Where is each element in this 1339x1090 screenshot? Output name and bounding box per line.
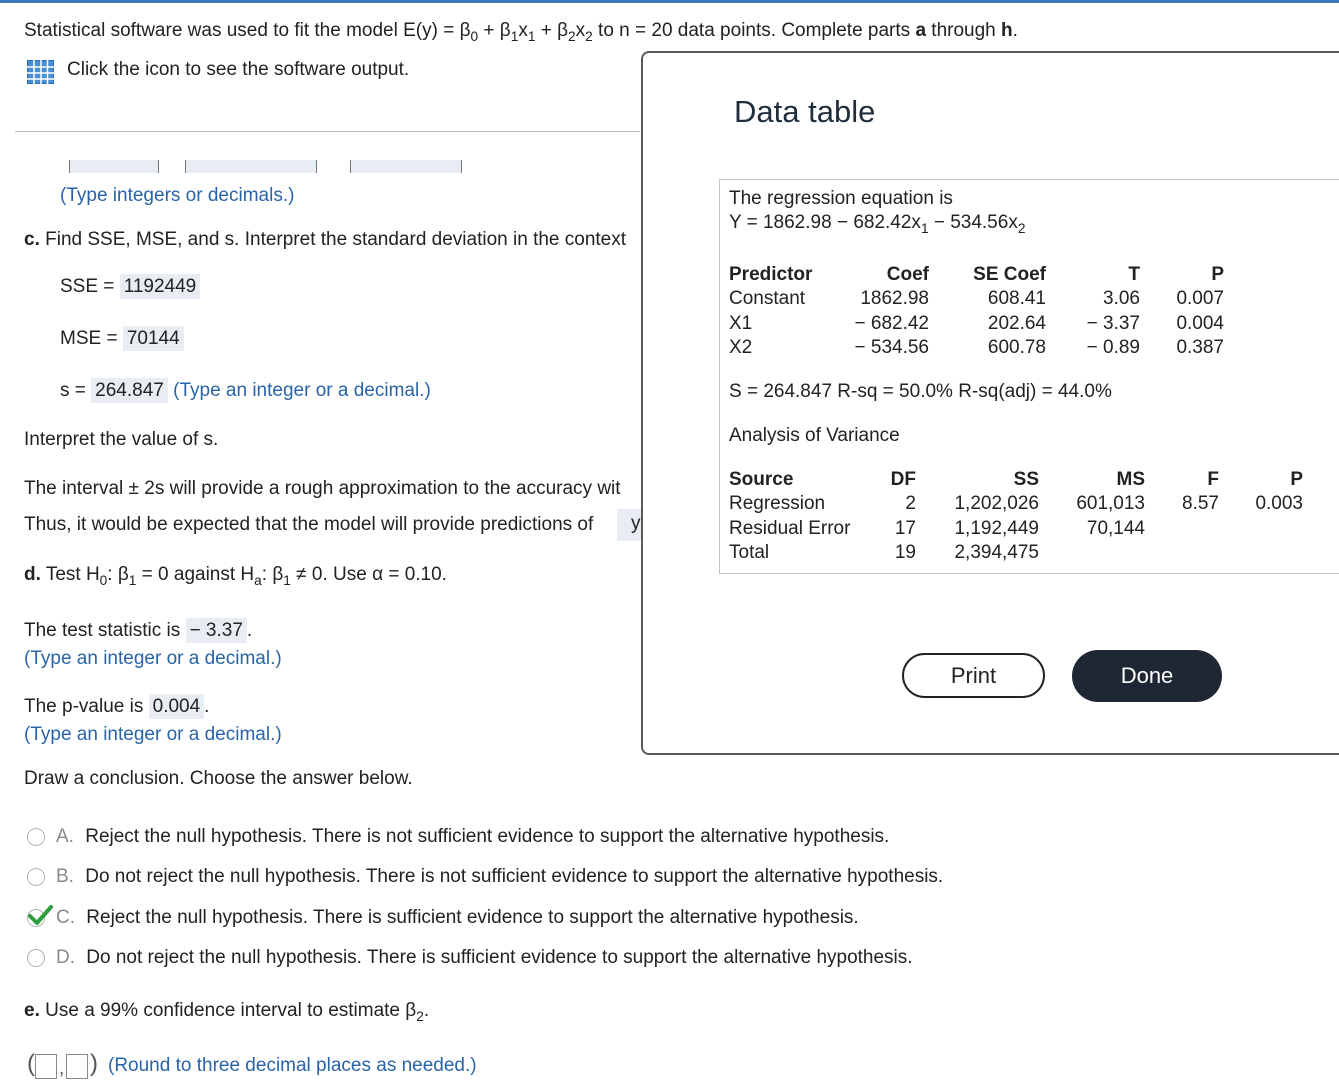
coef-cell: 202.64: [987, 313, 1046, 334]
equation-label: The regression equation is: [729, 188, 953, 209]
test-stat-hint: (Type an integer or a decimal.): [24, 648, 282, 669]
regression-equation: $Y = 1862.98 - 682.42x_1 - 534.56x_2$: [729, 212, 1026, 236]
divider: [15, 131, 640, 132]
option-d-radio[interactable]: [27, 949, 45, 967]
anova-title: Analysis of Variance: [729, 425, 900, 446]
ci-comma: ,: [59, 1058, 65, 1079]
modal-title: Data table: [734, 94, 876, 129]
coef-cell: − 682.42: [854, 313, 929, 334]
ci-close-paren: ): [90, 1050, 98, 1077]
ci-open-paren: (: [27, 1050, 35, 1077]
coef-cell: 0.387: [1176, 337, 1224, 358]
coef-cell: 608.41: [987, 288, 1046, 309]
option-c[interactable]: C. Reject the null hypothesis. There is sufficient evidence to support the alternative hypothesis.: [56, 907, 859, 928]
mse-row: MSE = 70144: [60, 328, 184, 350]
test-stat-row: The test statistic is − 3.37 .: [24, 620, 253, 641]
coef-header-t: T: [1128, 264, 1140, 285]
round-hint: (Round to three decimal places as needed.): [108, 1055, 477, 1076]
anova-header-ss: SS: [1013, 469, 1039, 490]
anova-cell: 2: [905, 493, 916, 514]
sse-row: SSE = 1192449: [60, 276, 200, 298]
option-a[interactable]: A. Reject the null hypothesis. There is not sufficient evidence to support the alternative hypothesis.: [56, 826, 890, 847]
anova-cell: Total: [729, 542, 770, 563]
thus-text: Thus, it would be expected that the model will provide predictions of: [24, 514, 594, 535]
coef-cell: 3.06: [1103, 288, 1140, 309]
model-summary: S = 264.847 R-sq = 50.0% R-sq(adj) = 44.0%: [729, 381, 1112, 402]
option-d[interactable]: D. Do not reject the null hypothesis. There is sufficient evidence to support the alternative hypothesis.: [56, 947, 913, 968]
coef-cell: 0.004: [1176, 313, 1224, 334]
option-b-radio[interactable]: [27, 868, 45, 886]
coef-header-predictor: Predictor: [729, 264, 813, 285]
interpret-prompt: Interpret the value of s.: [24, 429, 219, 450]
anova-header-p: P: [1290, 469, 1303, 490]
print-button[interactable]: Print: [902, 653, 1045, 698]
type-hint: (Type integers or decimals.): [60, 185, 295, 206]
regression-answer-clipped: [58, 160, 538, 178]
anova-cell: 0.003: [1255, 493, 1303, 514]
anova-cell: 70,144: [1086, 518, 1145, 539]
coef-header-p: P: [1211, 264, 1224, 285]
coef-cell: 600.78: [987, 337, 1046, 358]
anova-header-ms: MS: [1116, 469, 1145, 490]
option-a-radio[interactable]: [27, 828, 45, 846]
part-e-question: e. Use a 99% confidence interval to estimate $\beta_2$.: [24, 1000, 430, 1024]
coef-cell: X2: [729, 337, 753, 358]
ci-upper-input[interactable]: [66, 1054, 88, 1079]
interval-text: The interval ± 2s will provide a rough approximation to the accuracy wit: [24, 478, 621, 499]
top-accent-bar: [0, 0, 1339, 3]
coef-cell: Constant: [729, 288, 806, 309]
problem-statement: Statistical software was used to fit the model $E(y) = \beta_0 + \beta_1x_1 + \beta_2x_2$ to n = 20 data points. Complete parts a through h.: [24, 20, 1018, 44]
ci-lower-input[interactable]: [35, 1054, 57, 1079]
anova-cell: 2,394,475: [954, 542, 1039, 563]
sse-answer[interactable]: 1192449: [120, 274, 201, 299]
p-value-hint: (Type an integer or a decimal.): [24, 724, 282, 745]
coef-cell: − 534.56: [854, 337, 929, 358]
checkmark-icon: [27, 903, 53, 927]
part-c-question: c. Find SSE, MSE, and s. Interpret the standard deviation in the context: [24, 229, 627, 250]
part-d-question: d. Test $H_0$: $\beta_1 = 0$ against $H_a$: $\beta_1 \ne 0$. Use α = 0.10.: [24, 564, 447, 588]
s-row: s = 264.847 (Type an integer or a decimal.): [60, 380, 431, 401]
p-value-row: The p-value is 0.004 .: [24, 696, 210, 717]
coef-cell: − 3.37: [1086, 313, 1140, 334]
anova-cell: Residual Error: [729, 518, 851, 539]
coef-cell: 0.007: [1176, 288, 1224, 309]
anova-cell: 601,013: [1076, 493, 1145, 514]
s-answer[interactable]: 264.847: [91, 378, 168, 403]
coef-cell: 1862.98: [860, 288, 929, 309]
thus-answer-box[interactable]: y: [617, 509, 641, 541]
coef-cell: X1: [729, 313, 753, 334]
anova-header-f: F: [1207, 469, 1219, 490]
anova-header-df: DF: [890, 469, 916, 490]
conclusion-prompt: Draw a conclusion. Choose the answer below.: [24, 768, 413, 789]
software-output-link[interactable]: Click the icon to see the software output.: [67, 59, 410, 80]
mse-answer[interactable]: 70144: [123, 326, 184, 351]
software-output: [719, 179, 1339, 574]
anova-cell: 17: [894, 518, 916, 539]
s-hint: (Type an integer or a decimal.): [173, 380, 431, 401]
anova-header-source: Source: [729, 469, 794, 490]
anova-cell: 8.57: [1182, 493, 1219, 514]
anova-cell: 19: [894, 542, 916, 563]
p-value-answer[interactable]: 0.004: [149, 694, 205, 719]
anova-cell: Regression: [729, 493, 826, 514]
test-stat-answer[interactable]: − 3.37: [186, 618, 247, 643]
anova-cell: 1,202,026: [954, 493, 1039, 514]
done-button[interactable]: Done: [1072, 650, 1222, 702]
data-table-icon[interactable]: [27, 60, 54, 84]
coef-header-coef: Coef: [886, 264, 929, 285]
coef-cell: − 0.89: [1086, 337, 1140, 358]
option-b[interactable]: B. Do not reject the null hypothesis. There is not sufficient evidence to support the alternative hypothesis.: [56, 866, 944, 887]
coef-header-secoef: SE Coef: [973, 264, 1046, 285]
data-table-modal: [641, 51, 1339, 755]
anova-cell: 1,192,449: [954, 518, 1039, 539]
